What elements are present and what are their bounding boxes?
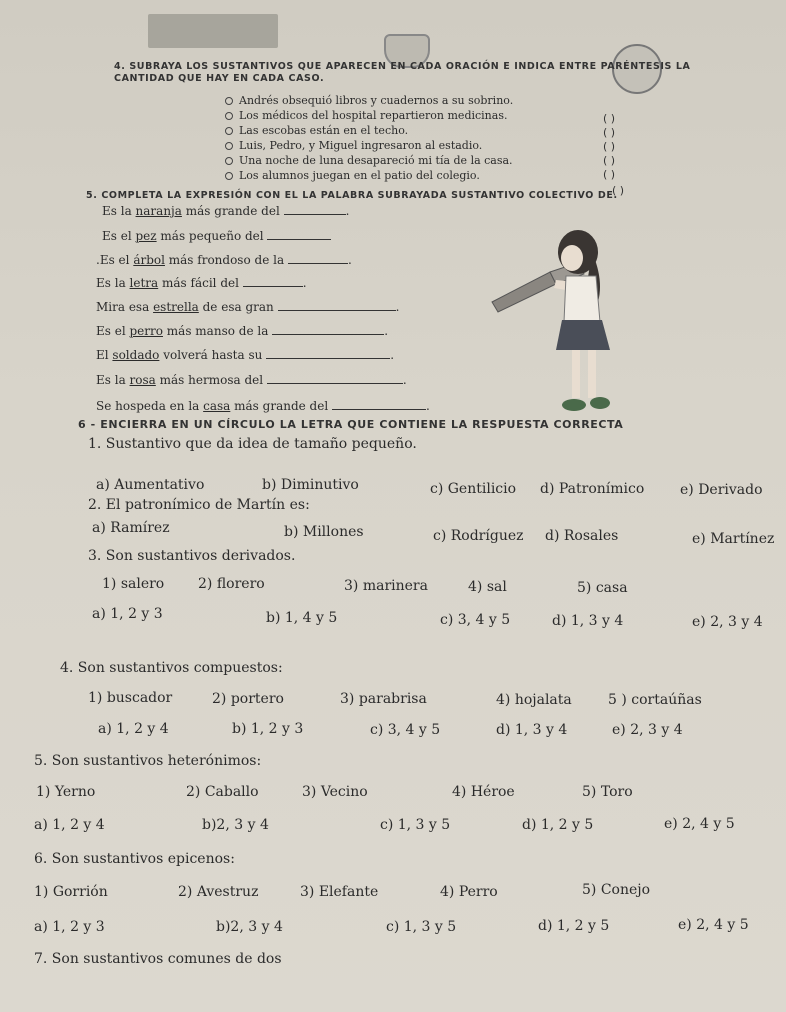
section5-line: .Es el árbol más frondoso de la .: [96, 253, 352, 267]
bullet-icon: [225, 112, 233, 120]
question-title: 3. Son sustantivos derivados.: [88, 548, 296, 564]
list-item: 2) Caballo: [186, 784, 259, 800]
ministry-logo: [148, 14, 278, 48]
girl-telescope-illustration: [480, 210, 630, 425]
section5-line: Es la rosa más hermosa del .: [96, 373, 407, 387]
section5-line: Es el pez más pequeño del: [102, 227, 331, 243]
answer-blank[interactable]: [267, 371, 403, 384]
answer-blank[interactable]: [243, 274, 303, 287]
option-e[interactable]: e) 2, 4 y 5: [664, 816, 735, 832]
list-item: 2) florero: [198, 576, 265, 592]
option-d[interactable]: d) 1, 3 y 4: [552, 613, 624, 629]
answer-blank[interactable]: [288, 251, 348, 264]
question-title: 1. Sustantivo que da idea de tamaño pequeño.: [88, 436, 417, 452]
section4-item: Los alumnos juegan en el patio del colegio.: [225, 169, 480, 182]
count-box[interactable]: ( ): [612, 184, 625, 197]
option-a[interactable]: a) 1, 2 y 4: [34, 817, 105, 833]
question-title: 4. Son sustantivos compuestos:: [60, 660, 283, 676]
option-b[interactable]: b)2, 3 y 4: [202, 817, 269, 833]
option-c[interactable]: c) Rodríguez: [433, 528, 524, 544]
count-box[interactable]: ( ): [603, 112, 616, 125]
count-box[interactable]: ( ): [603, 154, 616, 167]
option-a[interactable]: a) Aumentativo: [96, 477, 205, 493]
list-item: 4) sal: [468, 579, 507, 595]
option-d[interactable]: d) 1, 3 y 4: [496, 722, 568, 738]
section5-line: Es la naranja más grande del .: [102, 204, 350, 218]
section5-line: El soldado volverá hasta su .: [96, 348, 395, 362]
count-box[interactable]: ( ): [603, 140, 616, 153]
question-title: 7. Son sustantivos comunes de dos: [34, 951, 282, 967]
list-item: 1) Yerno: [36, 784, 96, 800]
question-title: 5. Son sustantivos heterónimos:: [34, 753, 262, 769]
question-title: 2. El patronímico de Martín es:: [88, 497, 310, 513]
list-item: 3) parabrisa: [340, 691, 427, 707]
list-item: 5 ) cortaúñas: [608, 692, 702, 708]
option-e[interactable]: e) Martínez: [692, 531, 775, 547]
option-d[interactable]: d) 1, 2 y 5: [522, 817, 594, 833]
list-item: 2) Avestruz: [178, 884, 259, 900]
list-item: 1) buscador: [88, 690, 173, 706]
list-item: 5) Toro: [582, 784, 633, 800]
section5-header: 5. COMPLETA LA EXPRESIÓN CON EL LA PALABRA SUBRAYADA SUSTANTIVO COLECTIVO DE.: [86, 190, 618, 201]
list-item: 1) salero: [102, 576, 165, 592]
bullet-icon: [225, 127, 233, 135]
option-b[interactable]: b) Millones: [284, 524, 364, 540]
answer-blank[interactable]: [284, 202, 346, 215]
list-item: 3) marinera: [344, 578, 428, 594]
option-e[interactable]: e) 2, 4 y 5: [678, 917, 749, 933]
option-d[interactable]: d) Patronímico: [540, 481, 645, 497]
section5-line: Es el perro más manso de la .: [96, 324, 389, 338]
option-c[interactable]: c) 3, 4 y 5: [440, 612, 511, 628]
count-box[interactable]: ( ): [603, 168, 616, 181]
option-b[interactable]: b) 1, 2 y 3: [232, 721, 304, 737]
section4-item: Los médicos del hospital repartieron medicinas.: [225, 109, 507, 122]
option-c[interactable]: c) 3, 4 y 5: [370, 722, 441, 738]
section4-item: Luis, Pedro, y Miguel ingresaron al estadio.: [225, 139, 482, 152]
option-a[interactable]: a) Ramírez: [92, 520, 170, 536]
answer-blank[interactable]: [266, 346, 390, 359]
option-e[interactable]: e) Derivado: [680, 482, 763, 498]
section4-item: Andrés obsequió libros y cuadernos a su sobrino.: [225, 94, 513, 107]
option-c[interactable]: c) 1, 3 y 5: [386, 919, 457, 935]
answer-blank[interactable]: [332, 397, 426, 410]
bullet-icon: [225, 142, 233, 150]
section5-line: Se hospeda en la casa más grande del .: [96, 399, 430, 413]
list-item: 5) Conejo: [582, 882, 651, 898]
section5-line: Mira esa estrella de esa gran .: [96, 300, 400, 314]
list-item: 2) portero: [212, 691, 284, 707]
section4-item: Las escobas están en el techo.: [225, 124, 408, 137]
list-item: 4) Héroe: [452, 784, 515, 800]
answer-blank[interactable]: [278, 298, 396, 311]
section6-header: 6 - ENCIERRA EN UN CÍRCULO LA LETRA QUE CONTIENE LA RESPUESTA CORRECTA: [78, 418, 624, 431]
option-a[interactable]: a) 1, 2 y 4: [98, 721, 169, 737]
option-e[interactable]: e) 2, 3 y 4: [612, 722, 683, 738]
list-item: 3) Elefante: [300, 884, 379, 900]
list-item: 5) casa: [577, 580, 628, 596]
option-a[interactable]: a) 1, 2 y 3: [34, 919, 105, 935]
option-d[interactable]: d) Rosales: [545, 528, 619, 544]
count-box[interactable]: ( ): [603, 126, 616, 139]
list-item: 1) Gorrión: [34, 884, 108, 900]
list-item: 3) Vecino: [302, 784, 368, 800]
list-item: 4) hojalata: [496, 692, 572, 708]
bullet-icon: [225, 97, 233, 105]
option-b[interactable]: b)2, 3 y 4: [216, 919, 283, 935]
answer-blank[interactable]: [272, 322, 384, 335]
section4-item: Una noche de luna desapareció mi tía de la casa.: [225, 154, 513, 167]
question-title: 6. Son sustantivos epicenos:: [34, 851, 235, 867]
option-c[interactable]: c) Gentilicio: [430, 481, 517, 497]
option-b[interactable]: b) Diminutivo: [262, 477, 359, 493]
option-d[interactable]: d) 1, 2 y 5: [538, 918, 610, 934]
option-b[interactable]: b) 1, 4 y 5: [266, 610, 338, 626]
list-item: 4) Perro: [440, 884, 498, 900]
section5-line: Es la letra más fácil del .: [96, 276, 307, 290]
bullet-icon: [225, 172, 233, 180]
section4-header-line2: CANTIDAD QUE HAY EN CADA CASO.: [114, 73, 325, 84]
answer-blank[interactable]: [267, 227, 331, 240]
bullet-icon: [225, 157, 233, 165]
option-e[interactable]: e) 2, 3 y 4: [692, 614, 763, 630]
option-a[interactable]: a) 1, 2 y 3: [92, 606, 163, 622]
option-c[interactable]: c) 1, 3 y 5: [380, 817, 451, 833]
section4-header-line1: 4. SUBRAYA LOS SUSTANTIVOS QUE APARECEN EN CADA ORACIÓN E INDICA ENTRE PARÉNTESIS LA: [114, 61, 691, 72]
